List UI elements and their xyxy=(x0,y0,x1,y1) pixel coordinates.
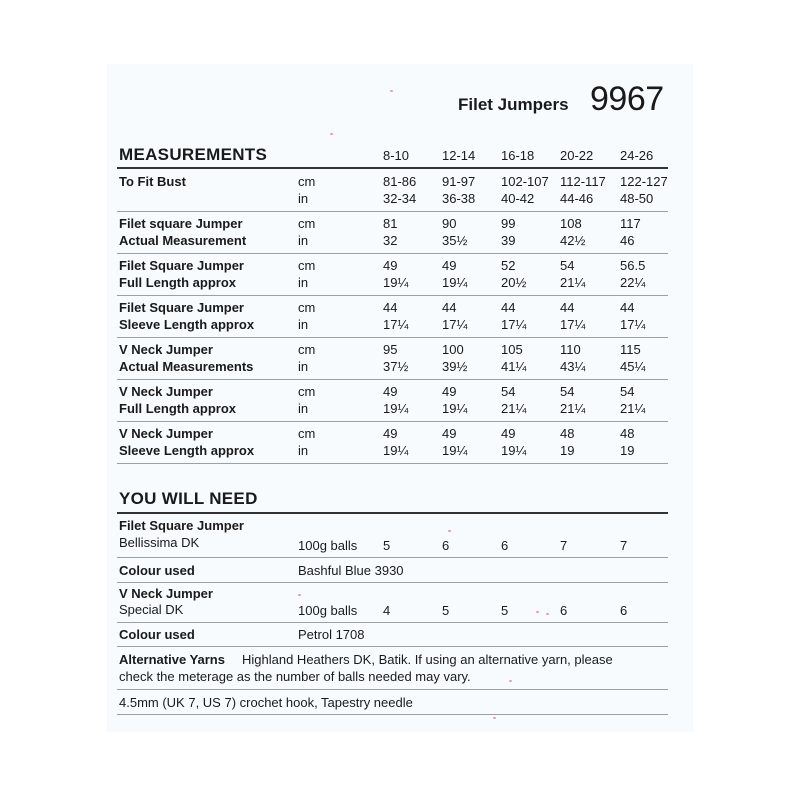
row-divider xyxy=(117,689,668,690)
in-value: 19¼ xyxy=(442,401,468,416)
unit-label: in xyxy=(298,191,309,206)
measurements-heading: MEASUREMENTS xyxy=(119,145,268,164)
cm-value: 54 xyxy=(560,384,575,399)
in-value: 17¼ xyxy=(620,317,646,332)
in-value: 32 xyxy=(383,233,398,248)
cm-value: 105 xyxy=(501,342,523,357)
cm-value: 108 xyxy=(560,216,582,231)
row-divider xyxy=(117,337,668,338)
in-value: 21¼ xyxy=(560,401,586,416)
cm-value: 44 xyxy=(620,300,635,315)
cm-value: 44 xyxy=(383,300,398,315)
unit-label: cm xyxy=(298,216,316,231)
unit-label: in xyxy=(298,443,309,458)
ball-count: 5 xyxy=(383,538,391,553)
you-will-need-rule xyxy=(117,512,668,514)
unit-label: cm xyxy=(298,258,316,273)
cm-value: 49 xyxy=(501,426,516,441)
in-value: 19¼ xyxy=(383,275,409,290)
cm-value: 49 xyxy=(442,426,457,441)
in-value: 35½ xyxy=(442,233,468,248)
cm-value: 91-97 xyxy=(442,174,476,189)
in-value: 21¼ xyxy=(501,401,527,416)
scan-speck xyxy=(448,530,451,532)
tools-needed: 4.5mm (UK 7, US 7) crochet hook, Tapestry needle xyxy=(119,695,413,710)
size-header: 16-18 xyxy=(501,148,535,163)
in-value: 42½ xyxy=(560,233,586,248)
ball-count: 5 xyxy=(442,603,450,618)
in-value: 19 xyxy=(620,443,635,458)
cm-value: 54 xyxy=(560,258,575,273)
in-value: 37½ xyxy=(383,359,409,374)
in-value: 17¼ xyxy=(442,317,468,332)
in-value: 41¼ xyxy=(501,359,527,374)
unit-label: in xyxy=(298,359,309,374)
alternative-yarns-label: Alternative Yarns xyxy=(119,652,225,667)
in-value: 36-38 xyxy=(442,191,476,206)
cm-value: 54 xyxy=(620,384,635,399)
unit-label: in xyxy=(298,317,309,332)
ball-unit: 100g balls xyxy=(298,603,358,618)
scan-speck xyxy=(330,133,333,135)
cm-value: 48 xyxy=(560,426,575,441)
in-value: 19¼ xyxy=(501,443,527,458)
ball-count: 7 xyxy=(620,538,628,553)
row-divider xyxy=(117,211,668,212)
scan-speck xyxy=(536,611,539,613)
cm-value: 44 xyxy=(560,300,575,315)
ball-unit: 100g balls xyxy=(298,538,358,553)
row-label: Full Length approx xyxy=(119,275,236,290)
colour-value: Petrol 1708 xyxy=(298,627,365,642)
yarn-name: Bellissima DK xyxy=(119,535,200,550)
in-value: 17¼ xyxy=(501,317,527,332)
scan-speck xyxy=(546,613,549,615)
cm-value: 44 xyxy=(501,300,516,315)
cm-value: 110 xyxy=(560,342,581,357)
row-divider xyxy=(117,379,668,380)
unit-label: in xyxy=(298,275,309,290)
ball-count: 5 xyxy=(501,603,509,618)
pattern-number: 9967 xyxy=(590,80,664,118)
row-label: V Neck Jumper xyxy=(119,342,213,357)
in-value: 43¼ xyxy=(560,359,586,374)
cm-value: 49 xyxy=(442,258,457,273)
row-label: Actual Measurement xyxy=(119,233,247,248)
you-will-need-heading: YOU WILL NEED xyxy=(119,489,258,508)
yarn-label: Filet Square Jumper xyxy=(119,518,244,533)
row-label: Sleeve Length approx xyxy=(119,317,255,332)
row-label: Filet Square Jumper xyxy=(119,258,244,273)
alternative-yarns-text: Highland Heathers DK, Batik. If using an alternative yarn, please xyxy=(242,652,613,667)
cm-value: 117 xyxy=(620,216,641,231)
in-value: 40-42 xyxy=(501,191,535,206)
unit-label: in xyxy=(298,233,309,248)
cm-value: 56.5 xyxy=(620,258,646,273)
scan-speck xyxy=(509,680,512,682)
unit-label: in xyxy=(298,401,309,416)
size-header: 24-26 xyxy=(620,148,654,163)
in-value: 17¼ xyxy=(560,317,586,332)
colour-label: Colour used xyxy=(119,627,195,642)
row-label: V Neck Jumper xyxy=(119,384,213,399)
in-value: 45¼ xyxy=(620,359,646,374)
row-divider xyxy=(117,582,668,583)
unit-label: cm xyxy=(298,342,316,357)
row-divider xyxy=(117,557,668,558)
in-value: 39 xyxy=(501,233,516,248)
pattern-title: Filet Jumpers xyxy=(458,95,569,114)
scan-speck xyxy=(390,90,393,92)
unit-label: cm xyxy=(298,426,316,441)
unit-label: cm xyxy=(298,384,316,399)
yarn-label: V Neck Jumper xyxy=(119,586,213,601)
row-label: Filet Square Jumper xyxy=(119,300,244,315)
in-value: 20½ xyxy=(501,275,527,290)
row-divider xyxy=(117,714,668,715)
ball-count: 7 xyxy=(560,538,568,553)
in-value: 19¼ xyxy=(442,443,468,458)
ball-count: 6 xyxy=(501,538,509,553)
row-label: Sleeve Length approx xyxy=(119,443,255,458)
row-divider xyxy=(117,622,668,623)
cm-value: 81-86 xyxy=(383,174,417,189)
size-header: 20-22 xyxy=(560,148,594,163)
in-value: 19¼ xyxy=(383,401,409,416)
size-header: 8-10 xyxy=(383,148,410,163)
in-value: 19¼ xyxy=(442,275,468,290)
in-value: 19¼ xyxy=(383,443,409,458)
row-label: V Neck Jumper xyxy=(119,426,213,441)
ball-count: 6 xyxy=(442,538,450,553)
cm-value: 49 xyxy=(383,426,398,441)
cm-value: 90 xyxy=(442,216,457,231)
cm-value: 122-127 xyxy=(620,174,668,189)
ball-count: 6 xyxy=(620,603,628,618)
scan-speck xyxy=(493,717,496,719)
cm-value: 49 xyxy=(383,384,398,399)
cm-value: 48 xyxy=(620,426,635,441)
cm-value: 100 xyxy=(442,342,464,357)
ball-count: 6 xyxy=(560,603,568,618)
cm-value: 44 xyxy=(442,300,457,315)
ball-count: 4 xyxy=(383,603,391,618)
row-divider xyxy=(117,421,668,422)
row-label: Filet square Jumper xyxy=(119,216,243,231)
cm-value: 81 xyxy=(383,216,398,231)
row-divider xyxy=(117,253,668,254)
in-value: 19 xyxy=(560,443,575,458)
in-value: 44-46 xyxy=(560,191,594,206)
measurements-rule xyxy=(117,167,668,169)
in-value: 21¼ xyxy=(560,275,586,290)
row-divider xyxy=(117,463,668,464)
unit-label: cm xyxy=(298,300,316,315)
in-value: 17¼ xyxy=(383,317,409,332)
in-value: 22¼ xyxy=(620,275,646,290)
scan-speck xyxy=(298,594,301,596)
in-value: 48-50 xyxy=(620,191,654,206)
in-value: 32-34 xyxy=(383,191,417,206)
cm-value: 52 xyxy=(501,258,516,273)
unit-label: cm xyxy=(298,174,316,189)
in-value: 21¼ xyxy=(620,401,646,416)
row-divider xyxy=(117,295,668,296)
cm-value: 112-117 xyxy=(560,174,606,189)
row-label: Full Length approx xyxy=(119,401,236,416)
row-label: Actual Measurements xyxy=(119,359,254,374)
cm-value: 49 xyxy=(383,258,398,273)
in-value: 46 xyxy=(620,233,635,248)
alternative-yarns-text: check the meterage as the number of balls needed may vary. xyxy=(119,669,471,684)
row-label: To Fit Bust xyxy=(119,174,186,189)
size-header: 12-14 xyxy=(442,148,476,163)
cm-value: 115 xyxy=(620,342,641,357)
in-value: 39½ xyxy=(442,359,468,374)
cm-value: 99 xyxy=(501,216,516,231)
colour-value: Bashful Blue 3930 xyxy=(298,563,404,578)
cm-value: 54 xyxy=(501,384,516,399)
colour-label: Colour used xyxy=(119,563,195,578)
row-divider xyxy=(117,646,668,647)
yarn-name: Special DK xyxy=(119,602,184,617)
cm-value: 49 xyxy=(442,384,457,399)
cm-value: 95 xyxy=(383,342,398,357)
cm-value: 102-107 xyxy=(501,174,549,189)
